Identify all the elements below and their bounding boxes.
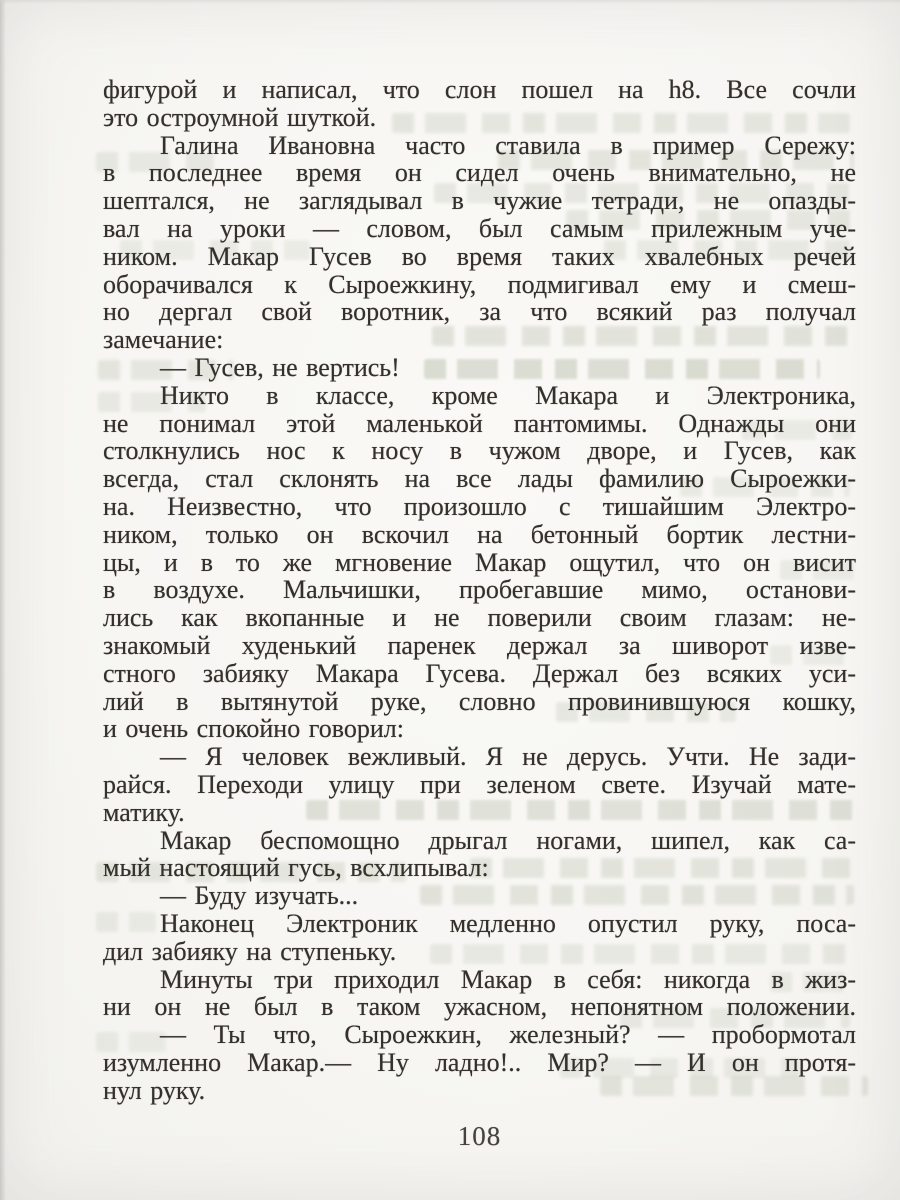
text-line: Минуты три приходил Макар в себя: никогда в жиз- (160, 964, 856, 994)
text-line: не понимал этой маленькой пантомимы. Однажды они (103, 408, 856, 438)
text-line: нул руку. (103, 1075, 206, 1105)
text-line: Галина Ивановна часто ставила в пример Сережу: (160, 130, 856, 160)
scan-top-edge-shadow (0, 0, 900, 4)
text-line: в воздухе. Мальчишки, пробегавшие мимо, останови- (103, 575, 856, 605)
text-line: Макар беспомощно дрыгал ногами, шипел, как са- (160, 825, 856, 855)
text-line: это остроумной шуткой. (103, 102, 377, 132)
text-line: в последнее время он сидел очень внимательно, не (103, 158, 856, 188)
text-line: Наконец Электроник медленно опустил руку, поса- (160, 908, 856, 938)
text-line: замечание: (103, 325, 224, 355)
text-line: но дергал свой воротник, за что всякий раз получал (103, 297, 856, 327)
text-line: Никто в классе, кроме Макара и Электроника, (160, 380, 856, 410)
text-line: всегда, стал склонять на все лады фамилию Сыроежки- (103, 464, 856, 494)
text-line: ником, только он вскочил на бетонный бортик лестни- (103, 519, 856, 549)
page-number: 108 (457, 1121, 502, 1151)
text-line: знакомый худенький паренек держал за шиворот изве- (103, 630, 856, 660)
text-line: ником. Макар Гусев во время таких хвалебных речей (103, 241, 856, 271)
text-line: райся. Переходи улицу при зеленом свете. Изучай мате- (103, 769, 856, 799)
text-line: — Я человек вежливый. Я не дерусь. Учти. Не зади- (160, 742, 856, 772)
text-line: мый настоящий гусь, всхлипывал: (103, 853, 489, 883)
text-line: дил забияку на ступеньку. (103, 936, 397, 966)
text-line: изумленно Макар.— Ну ладно!.. Мир? — И он протя- (103, 1047, 856, 1077)
text-line: лись как вкопанные и не поверили своим глазам: не- (103, 603, 856, 633)
text-line: ни он не был в таком ужасном, непонятном положении. (103, 992, 856, 1022)
text-line: лий в вытянутой руке, словно провинившуюся кошку, (103, 686, 856, 716)
text-line: матику. (103, 797, 185, 827)
text-line: стного забияку Макара Гусева. Держал без всяких уси- (103, 658, 856, 688)
scan-left-edge-shadow (0, 0, 6, 1200)
text-line: — Буду изучать... (160, 881, 359, 911)
text-line: и очень спокойно говорил: (103, 714, 404, 744)
text-line: оборачивался к Сыроежкину, подмигивал ему и смеш- (103, 269, 856, 299)
text-line: шептался, не заглядывал в чужие тетради, не опазды- (103, 186, 856, 216)
text-line: столкнулись нос к носу в чужом дворе, и Гусев, как (103, 436, 856, 466)
text-line: — Гусев, не вертись! (160, 352, 400, 382)
text-line: — Ты что, Сыроежкин, железный? — пробормотал (160, 1020, 856, 1050)
text-line: вал на уроки — словом, был самым прилежным уче- (103, 213, 856, 243)
page-text-block (103, 76, 856, 1104)
text-line: цы, и в то же мгновение Макар ощутил, что он висит (103, 547, 856, 577)
text-line: фигурой и написал, что слон пошел на h8. Все сочли (103, 75, 856, 104)
text-line: на. Неизвестно, что произошло с тишайшим Электро- (103, 491, 856, 521)
